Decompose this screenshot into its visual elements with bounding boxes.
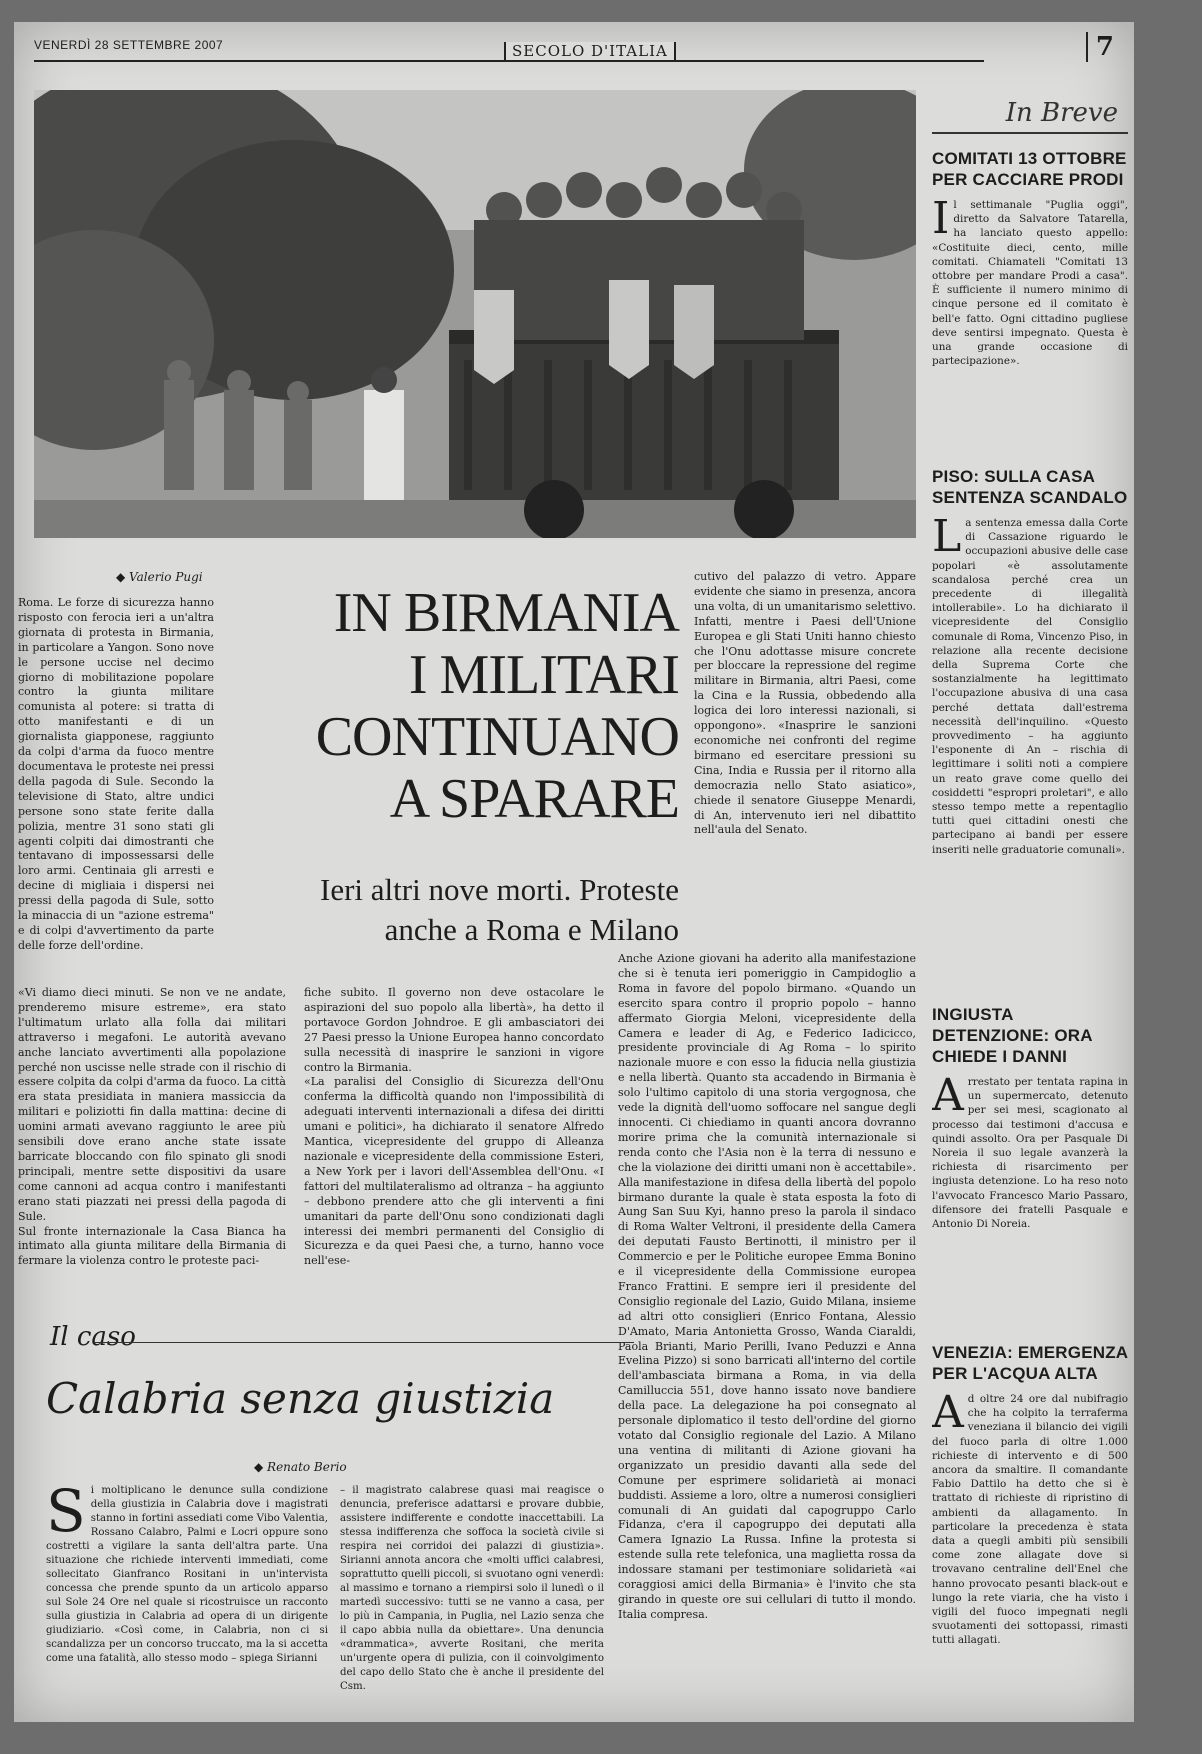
brief-title: INGIUSTA DETENZIONE: ORA CHIEDE I DANNI <box>932 1005 1093 1066</box>
subheadline-line: Ieri altri nove morti. Proteste <box>320 872 679 907</box>
headline-line: CONTINUANO <box>315 706 679 768</box>
issue-date: VENERDÌ 28 SETTEMBRE 2007 <box>34 38 224 52</box>
drop-cap: L <box>932 511 962 562</box>
second-byline-text: Renato Berio <box>267 1460 347 1474</box>
main-column-3b <box>618 952 916 1706</box>
main-headline <box>229 582 679 830</box>
brief-title: COMITATI 13 OTTOBRE PER CACCIARE PRODI <box>932 149 1127 189</box>
main-column-2 <box>304 986 604 1286</box>
headline-line: A SPARARE <box>389 768 679 830</box>
paragraph: fiche subito. Il governo non deve ostacolare le aspirazioni del suo popolo alla libertà», ha detto il portavoce Gordon Johndroe. E gli ambasciatori dei 27 Paesi presso la Unione Europea hanno concordato sulla necessità di inasprire le sanzioni in vigore contro la Birmania. <box>304 986 604 1074</box>
drop-cap: A <box>932 1070 964 1121</box>
sidebar-rule <box>932 132 1128 134</box>
brief-item <box>932 148 1128 448</box>
second-headline: Calabria senza giustizia <box>46 1374 555 1423</box>
brief-body <box>932 1070 1128 1231</box>
briefs-sidebar <box>932 80 1128 1702</box>
brief-body <box>932 193 1128 368</box>
newspaper-name: SECOLO D'ITALIA <box>504 42 676 60</box>
brief-text: a sentenza emessa dalla Corte di Cassazione riguardo le occupazioni abusive delle case popolari «è assolutamente scandalosa perché crea un precedente di illegalità intollerabile». Lo ha dichiarato il vicepresidente del Consiglio comunale di Roma, Vincenzo Piso, in relazione alla recente decisione della Suprema Corte che sostanzialmente ha legittimato l'occupazione abusiva di una casa perché dettata dall'estrema necessità dell'inquilino. «Questo provvedimento – ha aggiunto l'esponente di An – rischia di legittimare i soliti noti a compiere un reato grave come quello dei cosiddetti "espropri proletari", e allo stesso tempo mette a repentaglio tutti quei cittadini onesti che partecipano ai bandi per essere inseriti nelle graduatorie comunali». <box>932 517 1128 856</box>
brief-item <box>932 1342 1128 1742</box>
second-column-2 <box>340 1484 604 1706</box>
paragraph: Sul fronte internazionale la Casa Bianca ha intimato alla giunta militare della Birmania di fermare la violenza contro le proteste paci- <box>18 1224 286 1268</box>
brief-body <box>932 511 1128 857</box>
second-byline: ◆ Renato Berio <box>254 1460 347 1474</box>
masthead <box>34 30 984 60</box>
main-byline: ◆ Valerio Pugi <box>116 570 203 584</box>
paragraph: Roma. Le forze di sicurezza hanno risposto con ferocia ieri a un'altra giornata di protesta in Birmania, in particolare a Yangon. Sono nove le persone uccise nel decimo giorno di mobilitazione popolare contro la giunta militare comunista al potere: si tratta di otto manifestanti e di un giornalista giapponese, raggiunto da colpi d'arma da fuoco mentre documentava le proteste nei pressi della pagoda di Sule. Secondo la televisione di Stato, altre undici persone sono state ferite dalla polizia, mentre 31 sono stati gli agenti colpiti dai dimostranti che tentavano di impossessarsi delle loro armi. Centinaia gli arresti e decine di migliaia i dispersi nei pressi della pagoda di Sule, sotto la minaccia di un "azione estrema" e di colpi d'avvertimento da parte delle forze dell'ordine. <box>18 596 214 952</box>
main-byline-text: Valerio Pugi <box>129 570 203 584</box>
news-photo <box>34 90 916 538</box>
section-label: In Breve <box>1005 98 1118 128</box>
brief-text: d oltre 24 ore dal nubifragio che ha colpito la terraferma veneziana il bilancio dei vigili del fuoco parla di oltre 1.000 richieste di intervento e di 500 ancora da smaltire. Il comandante Fabio Dattilo ha detto che si è trattato di richieste di ripristino di ambienti da allagamento. In particolare la precedenza è stata data a quegli ambiti più sensibili come zone allagate dove si trovavano centraline dell'Enel che hanno provocato pesanti black-out e lungo la rete viaria, che ha visto i vigili del fuoco impegnati negli svuotamenti dei sottopassi, rimasti tutti allagati. <box>932 1393 1128 1647</box>
paragraph: – il magistrato calabrese quasi mai reagisce o denuncia, preferisce adattarsi e provare dubbie, assistere indifferente e condotte inaccettabili. La stessa indifferenza che soffoca la società civile si respira nei corridoi dei palazzi di giustizia». Sirianni annota ancora che «molti uffici calabresi, soprattutto quelli piccoli, si svuotano ogni venerdì: al massimo e tornano a riempirsi solo il lunedì o il martedì successivo: tutti se ne vanno a casa, per lo più in Campania, in Puglia, nel Lazio senza che il capo abbia nulla da obiettare». Una denuncia «drammatica», avverte Rositani, che merita un'urgente opera di pulizia, con il coinvolgimento del capo dello Stato che è anche il presidente del Csm. <box>340 1485 604 1692</box>
headline-line: I MILITARI <box>408 644 679 706</box>
paragraph: i moltiplicano le denunce sulla condizione della giustizia in Calabria dove i magistrati stanno in fortini assediati come Vibo Valentia, Rossano Calabro, Palmi e Locri oppure sono costretti a vigilare la santa dell'altra parte. Una situazione che richiede interventi immediati, come sollecitato Gianfranco Rositani in un'intervista concessa che prende spunto da un articolo apparso sul Sole 24 Ore nel quale si ricostruisce un racconto sulla giustizia in Calabria ad opera di un dirigente giudiziario. «Così come, in Calabria, non ci si scandalizza per un concorso truccato, ma la si accetta come una fatalità, allo stesso modo – spiega Sirianni <box>46 1485 328 1664</box>
subheadline-line: anche a Roma e Milano <box>384 912 679 947</box>
kicker-rule <box>94 1342 634 1343</box>
headline-line: IN BIRMANIA <box>333 582 679 644</box>
drop-cap: I <box>932 193 950 244</box>
main-subheadline <box>229 870 679 950</box>
brief-title: VENEZIA: EMERGENZA PER L'ACQUA ALTA <box>932 1343 1128 1383</box>
brief-item <box>932 1004 1128 1374</box>
second-column-1 <box>46 1484 328 1706</box>
paragraph: Anche Azione giovani ha aderito alla manifestazione che si è tenuta ieri pomeriggio in Campidoglio a Roma in favore del popolo birmano. «Quando un esercito spara contro il proprio popolo – hanno affermato Giorgia Meloni, vicepresidente della Camera e leader di Ag, e Federico Iadicicco, presidente provinciale di Ag Roma – lo spirito nazionale muore e con esso la fiducia nella giustizia e nella libertà. Quanto sta accadendo in Birmania è solo l'ultimo capitolo di una storia vergognosa, che vede la dignità dell'uomo soffocare nel sangue degli innocenti. Ci chiediamo in quanti ancora dovranno morire prima che la comunità internazionale si renda conto che l'Asia non è la terra di nessuno e che la violazione dei diritti umani non è accettabile». Alla manifestazione in difesa della libertà del popolo birmano durante la quale è stata esposta la foto di Aung San Suu Kyi, hanno preso la parola il sindaco di Roma Walter Veltroni, il presidente della Camera dei deputati Fausto Bertinotti, il ministro per il Commercio e per le Politiche europee Emma Bonino e il vicepresidente della Commissione europea Franco Frattini. E sempre ieri il presidente del Consiglio regionale del Lazio, Guido Milana, insieme ad altri otto consiglieri (Enrico Fontana, Alessio D'Amato, Maria Antonietta Grosso, Wanda Ciaraldi, Paola Brianti, Mario Perilli, Ivano Peduzzi e Anna Evelina Pizzo) si sono barricati all'interno del cortile dell'ambasciata birmana a Roma, in via della Camilluccia 551, dove hanno issato nove bandiere della pace. La delegazione ha poi consegnato al personale diplomatico il testo dell'ordine del giorno votato dal Consiglio regionale del Lazio. A Milano una ventina di militanti di Azione giovani ha organizzato un presidio davanti alla sede del Comune per esprimere solidarietà ai monaci buddisti. Assieme a loro, oltre a numerosi consiglieri comunali di An guidati dal capogruppo Carlo Fidanza, c'era il capogruppo dei deputati alla Camera Ignazio La Russa. Infine la protesta si estende sulla rete telefonica, una maglietta rossa da indossare stamani per testimoniare solidarietà «ai coraggiosi amici della Birmania» è l'invito che sta girando in queste ore sui cellulari di tutto il mondo. Italia compresa. <box>618 952 916 1621</box>
page-number: 7 <box>1086 32 1114 62</box>
brief-text: rrestato per tentata rapina in un supermercato, detenuto per sei mesi, scagionato al processo dai testimoni d'accusa e quindi assolto. Ora per Pasquale Di Noreia il suo legale avanzerà la richiesta di risarcimento per ingiusta detenzione. Lo ha reso noto l'avvocato Francesco Mario Passaro, difensore dei fratelli Pasquale e Antonio Di Noreia. <box>932 1076 1128 1231</box>
masthead-rule <box>34 60 984 62</box>
paragraph: cutivo del palazzo di vetro. Appare evidente che siamo in presenza, ancora una volta, di un umanitarismo selettivo. Infatti, mentre i Paesi dell'Unione Europea e gli Stati Uniti hanno chiesto che l'Onu adottasse misure concrete per bloccare la repressione del regime militare in Birmania, altri Paesi, come la Cina e la Russia, obbedendo alla logica dei loro interessi nazionali, si oppongono». «Inasprire le sanzioni economiche nei confronti del regime birmano ed esercitare pressioni su Cina, India e Russia per il ritorno alla democrazia nello Stato asiatico», chiede il senatore Giuseppe Menardi, di An, intervenuto ieri nel dibattito nell'aula del Senato. <box>694 570 916 837</box>
paragraph: «La paralisi del Consiglio di Sicurezza dell'Onu conferma la difficoltà quando non l'impossibilità di adeguati interventi internazionali a difesa dei diritti umani e politici», ha dichiarato il senatore Alfredo Mantica, vicepresidente del gruppo di Alleanza nazionale e vicepresidente della commissione Esteri, a New York per i lavori dell'Assemblea dell'Onu. «I fattori del multilateralismo ad oltranza – ha aggiunto – debbono prendere atto che gli interventi a fini umanitari da parte dell'Onu sono condizionati dagli interessi dei membri permanenti del Consiglio di Sicurezza e da quei Paesi che, a turno, hanno voce nell'ese- <box>304 1075 604 1268</box>
main-column-1b <box>18 986 286 1286</box>
brief-item <box>932 466 1128 986</box>
main-column-3 <box>694 570 916 950</box>
brief-title: PISO: SULLA CASA SENTENZA SCANDALO <box>932 467 1128 507</box>
brief-body <box>932 1387 1128 1648</box>
drop-cap: A <box>932 1387 964 1438</box>
brief-text: l settimanale "Puglia oggi", diretto da Salvatore Tatarella, ha lanciato questo appello: «Costituite dieci, cento, mille comitati. Chiamateli "Comitati 13 ottobre per mandare Prodi a casa". È sufficiente il numero minimo di cinque persone ed il comitato è bell'e fatto. Ogni cittadino pugliese deve sentirsi impegnato. Questa è una grande occasione di partecipazione». <box>932 199 1128 368</box>
newspaper-page <box>14 22 1134 1722</box>
paragraph: «Vi diamo dieci minuti. Se non ve ne andate, prenderemo misure estreme», era stato l'ultimatum urlato alla folla dai militari attraverso i megafoni. Le autorità avevano anche lanciato avvertimenti alla popolazione perché non uscisse nelle strade con il rischio di essere colpita da colpi d'arma da fuoco. La città era stata presidiata in maniera massiccia da militari e poliziotti fin dalla mattina: decine di uomini armati avevano raggiunto le aree più sensibili dove erano anche state issate barricate bloccando con filo spinato gli snodi principali, mentre sette dispositivi da usare come cannoni ad acqua contro i manifestanti erano stati piazzati nei pressi della pagoda di Sule. <box>18 986 286 1223</box>
main-column-1 <box>18 596 214 986</box>
kicker-il-caso: Il caso <box>50 1322 136 1352</box>
drop-cap: S <box>46 1484 86 1545</box>
